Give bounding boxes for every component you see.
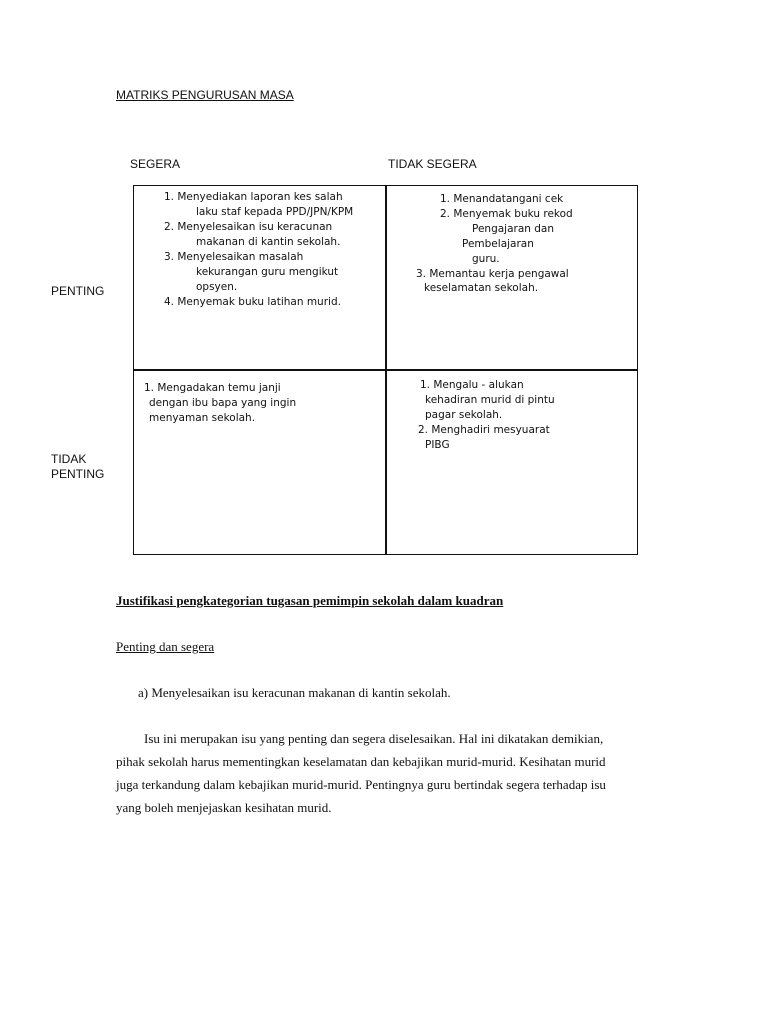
q1-line: 3. Menyelesaikan masalah <box>164 251 304 263</box>
justification-heading: Justifikasi pengkategorian tugasan pemimpin sekolah dalam kuadran <box>116 593 504 608</box>
q2-line: keselamatan sekolah. <box>424 282 539 294</box>
q1-line: makanan di kantin sekolah. <box>196 236 341 248</box>
q4-line: 2. Menghadiri mesyuarat <box>418 424 550 436</box>
paragraph-line: pihak sekolah harus mementingkan keselamatan dan kebajikan murid-murid. Kesihatan murid <box>116 754 606 769</box>
q1-line: 2. Menyelesaikan isu keracunan <box>164 221 333 233</box>
q1-line: kekurangan guru mengikut <box>196 266 339 278</box>
q2-line: Pengajaran dan <box>472 223 555 235</box>
paragraph-line: yang boleh menjejaskan kesihatan murid. <box>116 800 332 815</box>
q1-line: 1. Menyediakan laporan kes salah <box>164 191 343 203</box>
quadrant-tidak-penting-segera <box>133 369 387 555</box>
q1-line: 4. Menyemak buku latihan murid. <box>164 296 341 308</box>
paragraph-line: juga terkandung dalam kebajikan murid-murid. Pentingnya guru bertindak segera terhadap isu <box>116 777 606 792</box>
row-header-penting: PENTING <box>51 284 105 298</box>
column-header-segera: SEGERA <box>130 157 181 171</box>
quadrant-penting-tidak-segera <box>385 185 638 371</box>
q4-line: pagar sekolah. <box>425 409 503 421</box>
quadrant-penting-segera <box>133 185 387 371</box>
paragraph-line: Isu ini merupakan isu yang penting dan segera diselesaikan. Hal ini dikatakan demikian, <box>144 731 604 746</box>
column-header-tidak-segera: TIDAK SEGERA <box>388 157 477 171</box>
list-item-a: a) Menyelesaikan isu keracunan makanan di kantin sekolah. <box>138 685 451 700</box>
q1-line: opsyen. <box>196 281 238 293</box>
q1-line: laku staf kepada PPD/JPN/KPM <box>196 206 354 218</box>
row-header-tidak-penting: TIDAK PENTING <box>51 452 105 481</box>
q4-line: 1. Mengalu - alukan <box>420 379 524 391</box>
document-title: MATRIKS PENGURUSAN MASA <box>116 88 294 102</box>
q3-line: 1. Mengadakan temu janji <box>144 382 281 394</box>
q2-line: 2. Menyemak buku rekod <box>440 208 573 220</box>
q4-line: PIBG <box>425 439 450 451</box>
q4-line: kehadiran murid di pintu <box>425 394 555 406</box>
quadrant-tidak-penting-tidak-segera <box>385 369 638 555</box>
section-subheading: Penting dan segera <box>116 639 215 654</box>
q2-line: 3. Memantau kerja pengawal <box>416 268 569 280</box>
q2-line: 1. Menandatangani cek <box>440 193 564 205</box>
q2-line: guru. <box>472 253 500 265</box>
q2-line: Pembelajaran <box>462 238 534 250</box>
q3-line: dengan ibu bapa yang ingin <box>149 397 297 409</box>
q3-line: menyaman sekolah. <box>149 412 256 424</box>
